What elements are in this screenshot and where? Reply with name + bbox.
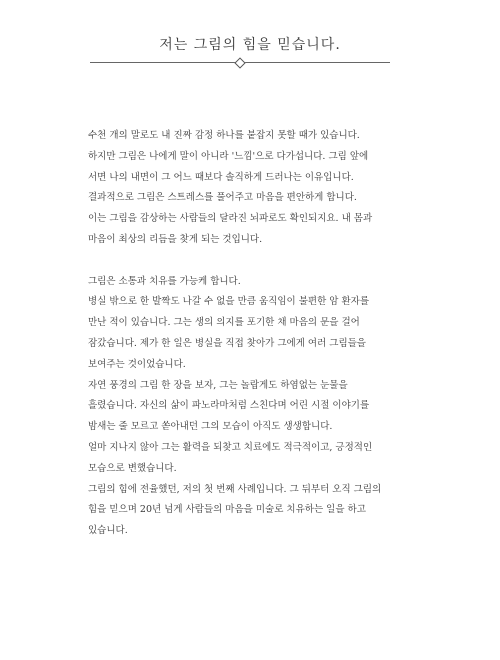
text-line: 마음이 최상의 리듬을 찾게 되는 것입니다. — [88, 233, 263, 245]
title-divider — [90, 58, 390, 68]
text-line: 만난 적이 있습니다. 그는 생의 의지를 포기한 채 마음의 문을 걸어 — [88, 317, 360, 329]
text-line: 이는 그림을 감상하는 사람들의 달라진 뇌파로도 확인되지요. 내 몸과 — [88, 213, 373, 225]
text-line: 그림의 힘에 전율했던, 저의 첫 번째 사례입니다. 그 뒤부터 오직 그림의 — [88, 483, 382, 495]
text-line: 서면 나의 내면이 그 어느 때보다 솔직하게 드러나는 이유입니다. — [88, 171, 354, 183]
text-line: 병실 밖으로 한 발짝도 나갈 수 없을 만큼 움직임이 불편한 암 환자를 — [88, 296, 369, 308]
diamond-ornament-icon — [234, 57, 245, 68]
text-line: 얼마 지나지 않아 그는 활력을 되찾고 치료에도 적극적이고, 긍정적인 — [88, 441, 373, 453]
body-text — [88, 126, 388, 542]
text-line: 자연 풍경의 그림 한 장을 보자, 그는 놀랍게도 하염없는 눈물을 — [88, 379, 348, 391]
text-line: 밤새는 줄 모르고 쏟아내던 그의 모습이 아직도 생생합니다. — [88, 421, 333, 433]
text-line: 힘을 믿으며 20년 넘게 사람들의 마음을 미술로 치유하는 일을 하고 — [88, 504, 366, 516]
text-line: 있습니다. — [88, 525, 128, 537]
paragraph-1 — [88, 126, 388, 251]
text-line: 보여주는 것이었습니다. — [88, 358, 186, 370]
text-line: 모습으로 변했습니다. — [88, 462, 177, 474]
paragraph-2 — [88, 272, 388, 542]
text-line: 잠갔습니다. 제가 한 일은 병실을 직접 찾아가 그에게 여러 그림들을 — [88, 337, 366, 349]
text-line: 결과적으로 그림은 스트레스를 풀어주고 마음을 편안하게 합니다. — [88, 192, 357, 204]
text-line: 흘렸습니다. 자신의 삶이 파노라마처럼 스친다며 어린 시절 이야기를 — [88, 400, 370, 412]
text-line: 하지만 그림은 나에게 말이 아니라 '느낌'으로 다가섭니다. 그림 앞에 — [88, 150, 369, 162]
paragraph-gap — [88, 251, 388, 272]
text-line: 수천 개의 말로도 내 진짜 감정 하나를 붙잡지 못할 때가 있습니다. — [88, 130, 360, 141]
text-line: 그림은 소통과 치유를 가능케 합니다. — [88, 275, 241, 287]
page-title: 저는 그림의 힘을 믿습니다. — [159, 37, 341, 53]
